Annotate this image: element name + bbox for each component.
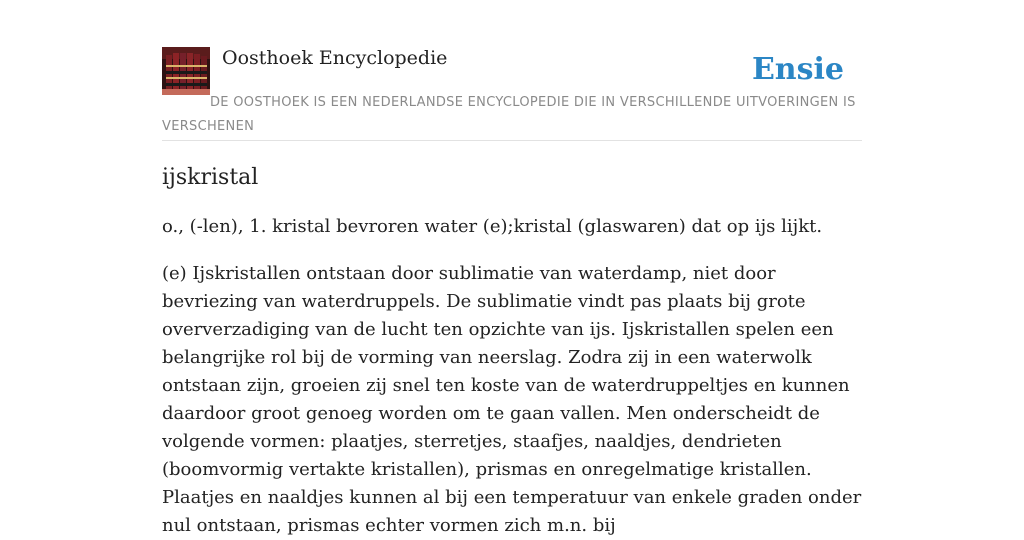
site-name[interactable]: Oosthoek Encyclopedie <box>222 47 448 69</box>
books-image-icon <box>162 47 210 95</box>
article-definition: o., (-len), 1. kristal bevroren water (e);kristal (glaswaren) dat op ijs lijkt. <box>162 216 823 237</box>
article-title: ijskristal <box>162 165 259 190</box>
site-header <box>162 46 862 141</box>
site-tagline: DE OOSTHOEK IS EEN NEDERLANDSE ENCYCLOPEDIE DIE IN VERSCHILLENDE UITVOERINGEN IS VERSCHENEN <box>162 95 856 134</box>
article-body: (e) Ijskristallen ontstaan door sublimatie van waterdamp, niet door bevriezing van waterdruppels. De sublimatie vindt pas plaats bij grote oververzadiging van de lucht ten opzichte van ijs. Ijskristallen spelen een belangrijke rol bij de vorming van neerslag. Zodra zij in een waterwolk ontstaan zijn, groeien zij snel ten koste van de waterdruppeltjes en kunnen daardoor groot genoeg worden om te gaan vallen. Men onderscheidt de volgende vormen: plaatjes, sterretjes, staafjes, naaldjes, dendrieten (boomvormig vertakte kristallen), prismas en onregelmatige kristallen. Plaatjes en naaldjes kunnen al bij een temperatuur van enkele graden onder nul ontstaan, prismas echter vormen zich m.n. bij <box>162 263 862 536</box>
encyclopedia-books-avatar[interactable] <box>162 47 210 95</box>
ensie-logo-link[interactable]: Ensie <box>751 52 844 87</box>
article <box>162 162 862 540</box>
